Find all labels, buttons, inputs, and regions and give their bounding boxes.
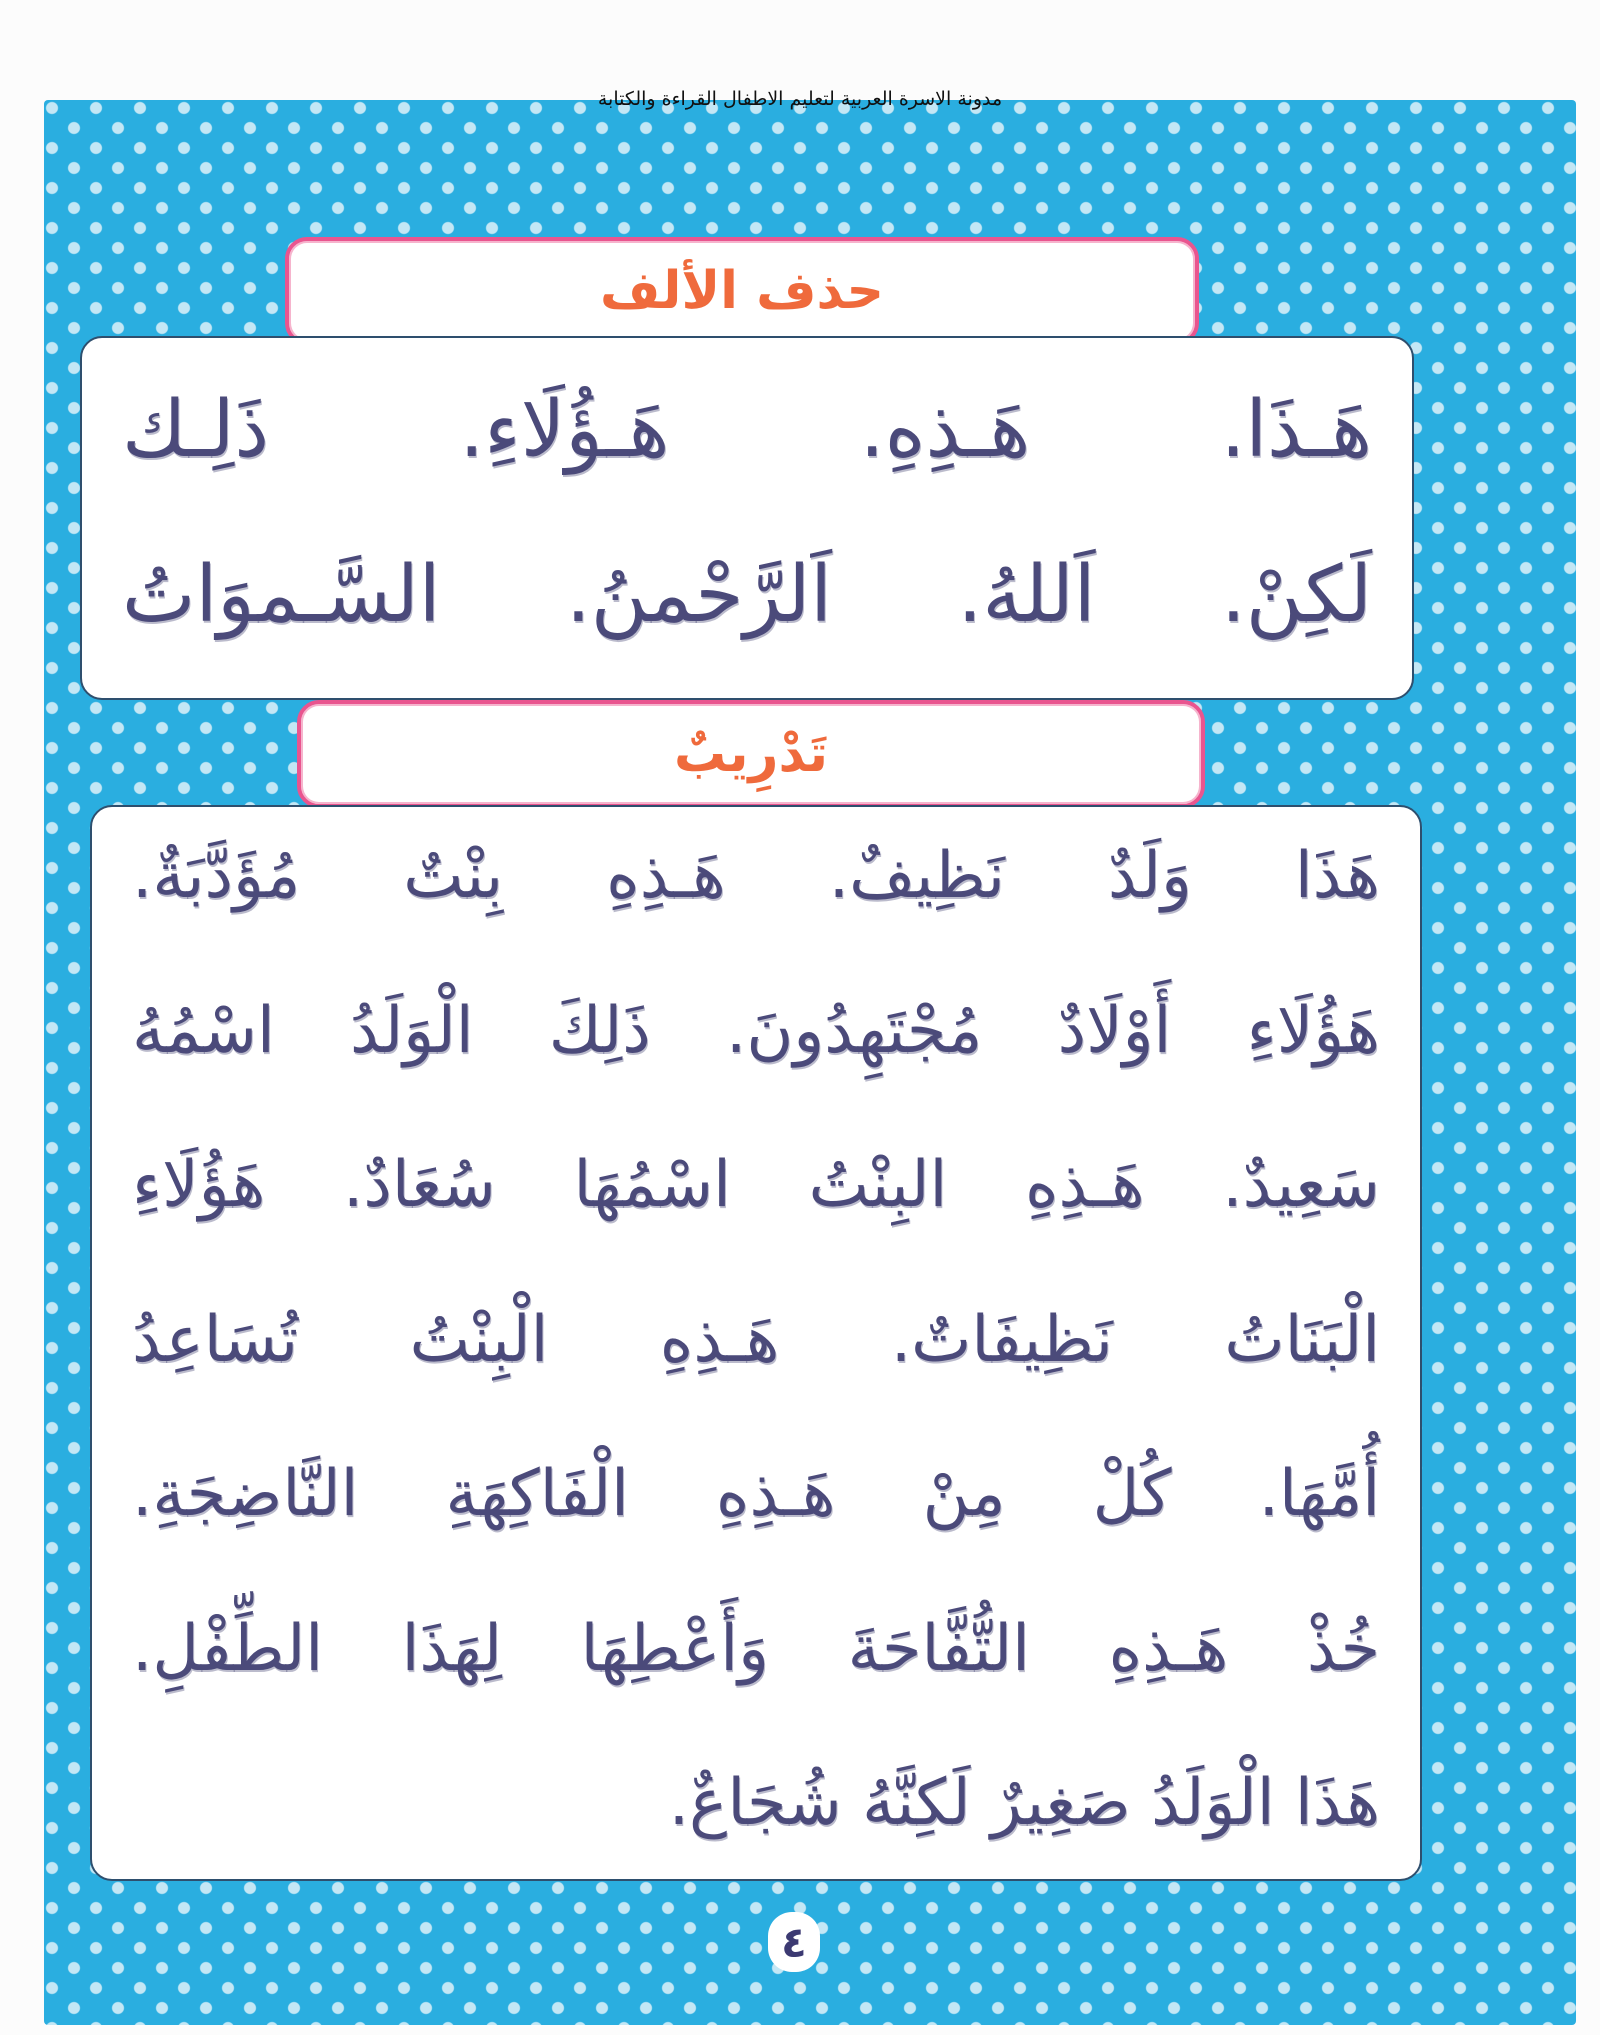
exercise-line: الْبَنَاتُ نَظِيفَاتٌ. هَـذِهِ الْبِنْتُ تُسَاعِدُ [132, 1302, 1380, 1377]
exercise-line: خُذْ هَـذِهِ التُّفَّاحَةَ وَأَعْطِهَا لِهَذَا الطِّفْلِ. [132, 1611, 1380, 1686]
exercise-line: سَعِيدٌ. هَـذِهِ البِنْتُ اسْمُهَا سُعَادٌ. هَؤُلَاءِ [132, 1148, 1380, 1223]
exercise-line: أُمَّهَا. كُلْ مِنْ هَـذِهِ الْفَاكِهَةِ النَّاضِجَةِ. [132, 1457, 1380, 1532]
words-grid [82, 338, 1412, 698]
words-row-1 [122, 378, 1372, 483]
exercise-text [132, 832, 1380, 1849]
word: لَكِنْ. [1220, 549, 1372, 640]
section-title-alif-deletion: حذف الألف [599, 261, 885, 321]
section-title-exercise: تَدْرِيبٌ [673, 724, 829, 784]
word: ذَلِـك [122, 384, 270, 475]
word: هَـذِهِ. [859, 384, 1031, 475]
word: هَـذَا. [1220, 384, 1372, 475]
exercise-line: هَذَا الْوَلَدُ صَغِيرٌ لَكِنَّهُ شُجَاعٌ. [668, 1766, 1380, 1841]
section-title-box-exercise [297, 700, 1205, 808]
words-box [80, 336, 1414, 700]
words-row-2 [122, 543, 1372, 648]
page-number: ٤ [768, 1912, 820, 1972]
exercise-line: هَؤُلَاءِ أَوْلَادٌ مُجْتَهِدُونَ. ذَلِكَ الْوَلَدُ اسْمُهُ [132, 993, 1380, 1068]
exercise-box [90, 805, 1422, 1881]
word: اَللهُ. [957, 549, 1096, 640]
exercise-line: هَذَا وَلَدٌ نَظِيفٌ. هَـذِهِ بِنْتٌ مُؤَدَّبَةٌ. [132, 839, 1380, 913]
blog-watermark-header: مدونة الاسرة العربية لتعليم الاطفال القراءة والكتابة [597, 88, 1003, 110]
word: هَـؤُلَاءِ. [459, 384, 670, 475]
section-title-box-alif-deletion [285, 237, 1199, 345]
word: اَلرَّحْمنُ. [565, 549, 832, 640]
word: السَّـموَاتُ [122, 549, 441, 640]
